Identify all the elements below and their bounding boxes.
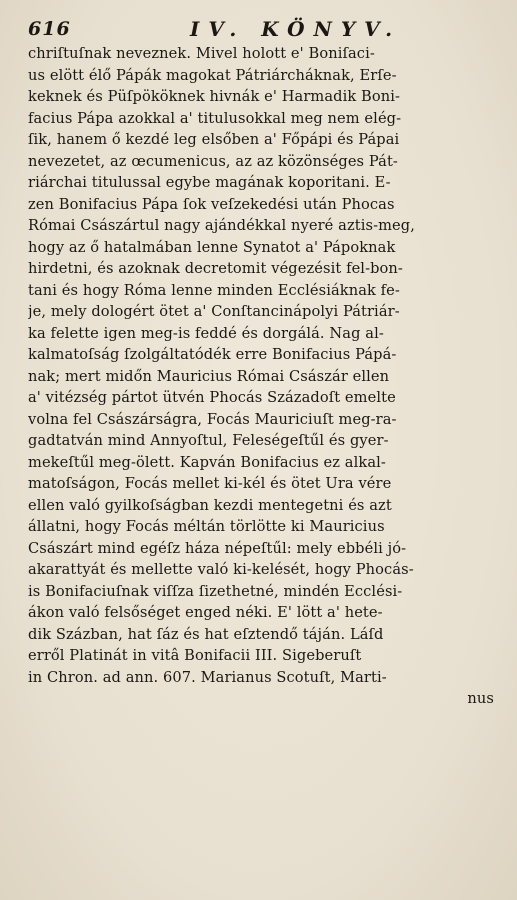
text-line: is Bonifaciuſnak viſſza ſizethetné, mindén Ecclési- (28, 582, 403, 600)
text-line: Császárt mind egéſz háza népeſtűl: mely ebbéli jó- (28, 539, 407, 557)
text-line: akarattyát és mellette való ki-kelését, hogy Phocás- (28, 561, 414, 578)
text-line: mekeſtűl meg-ölett. Kapván Bonifacius ez alkal- (28, 453, 386, 471)
text-line: keknek és Püſpököknek hivnák e' Harmadik Boni- (28, 88, 401, 105)
text-line-catchword: nus (467, 690, 494, 707)
text-line: a' vitézség pártot ütvén Phocás Századoſt emelte (28, 389, 396, 406)
text-line: volna fel Császárságra, Focás Mauriciuſt meg-ra- (28, 410, 397, 428)
text-line: erről Platinát in vitâ Bonifacii III. Sigeberuſt (28, 647, 362, 664)
text-line: kalmatoſság ſzolgáltatódék erre Bonifacius Pápá- (28, 346, 397, 363)
page-number: 616 (28, 18, 71, 40)
text-line: állatni, hogy Focás méltán törlötte ki Mauricius (28, 518, 385, 535)
text-line: ka felette igen meg-is feddé és dorgálá. Nag al- (28, 324, 384, 342)
running-head: IV. KÖNYV. (190, 17, 402, 41)
text-line: Római Császártul nagy ajándékkal nyeré aztis-meg, (28, 217, 415, 234)
text-line: in Chron. ad ann. 607. Marianus Scotuſt, Marti- (28, 668, 387, 686)
text-line: nak; mert midőn Mauricius Római Császár ellen (28, 367, 390, 385)
text-line: us elött élő Pápák magokat Pátriárcháknak, Erſe- (28, 66, 397, 84)
text-line: ellen való gyilkoſságban kezdi mentegetni és azt (28, 496, 392, 514)
text-line: dik Százban, hat ſáz és hat eſztendő táján. Láſd (28, 625, 384, 643)
text-line: je, mely dologért ötet a' Conſtancinápolyi Pátriár- (28, 303, 400, 320)
text-line: gadtatván mind Annyoſtul, Feleségeſtűl és gyer- (28, 432, 389, 449)
text-line: matoſságon, Focás mellet ki-kél és ötet Ura vére (28, 475, 392, 492)
text-line: ákon való felsőséget enged néki. E' lött a' hete- (28, 604, 383, 621)
text-line: nevezetet, az œcumenicus, az az közönséges Pát- (28, 152, 398, 170)
text-line: facius Pápa azokkal a' titulusokkal meg nem elég- (28, 109, 402, 127)
text-line: zen Bonifacius Pápa ſok veſzekedési után Phocas (28, 195, 395, 213)
text-line: hirdetni, és azoknak decretomit végezésit fel-bon- (28, 260, 403, 277)
text-line: riárchai titulussal egybe magának koporitani. E- (28, 174, 391, 191)
text-line: chriſtuſnak neveznek. Mivel holott e' Boniſaci- (28, 45, 375, 62)
text-line: ſik, hanem ő kezdé leg elsőben a' Főpápi és Pápai (28, 131, 400, 148)
body-text (28, 43, 500, 710)
text-line: tani és hogy Róma lenne minden Ecclésiáknak fe- (28, 281, 400, 299)
text-line: hogy az ő hatalmában lenne Synatot a' Pápoknak (28, 238, 396, 256)
page-header (28, 14, 498, 44)
